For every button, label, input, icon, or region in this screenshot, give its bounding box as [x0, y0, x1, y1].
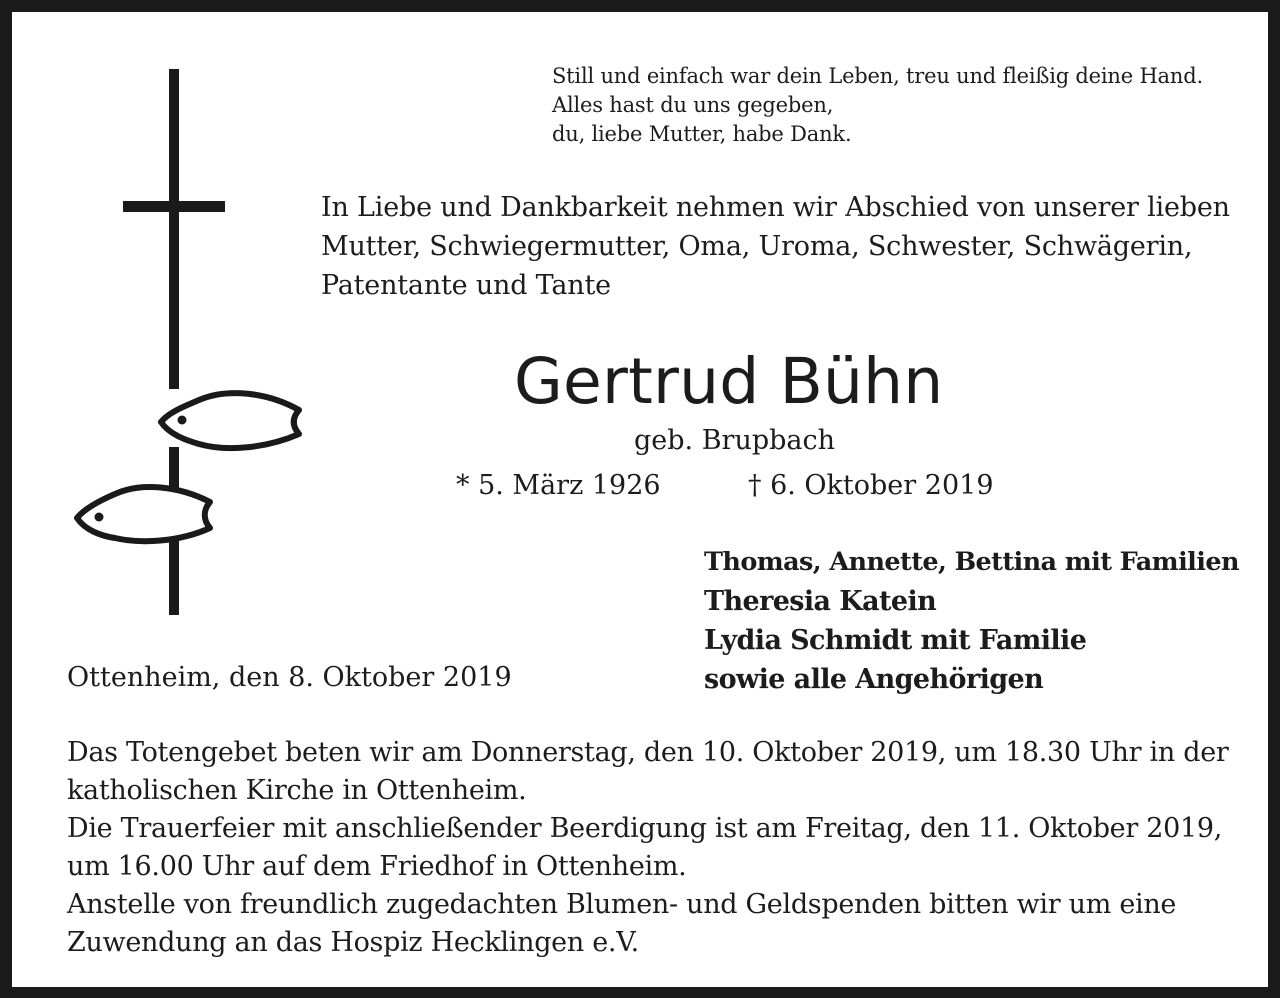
mourners-list — [704, 543, 1239, 699]
memorial-verse — [552, 62, 1203, 149]
birth-date: * 5. März 1926 — [456, 470, 661, 501]
notice-line: Anstelle von freundlich zugedachten Blumen- und Geldspenden bitten wir um eine — [67, 889, 1177, 920]
intro-line: In Liebe und Dankbarkeit nehmen wir Abschied von unserer lieben — [321, 192, 1230, 223]
notice-line: Zuwendung an das Hospiz Hecklingen e.V. — [67, 927, 639, 958]
notice-line: um 16.00 Uhr auf dem Friedhof in Ottenheim. — [67, 851, 687, 882]
notice-line: katholischen Kirche in Ottenheim. — [67, 775, 527, 806]
death-date: † 6. Oktober 2019 — [748, 470, 994, 501]
farewell-intro — [321, 188, 1237, 305]
cross-with-fish-icon — [67, 62, 312, 622]
verse-line: Still und einfach war dein Leben, treu und fleißig deine Hand. — [552, 64, 1203, 88]
maiden-name: geb. Brupbach — [634, 425, 836, 456]
notice-line: Die Trauerfeier mit anschließender Beerdigung ist am Freitag, den 11. Oktober 2019, — [67, 813, 1223, 844]
mourner-line: Thomas, Annette, Bettina mit Familien — [704, 547, 1239, 577]
mourner-line: Lydia Schmidt mit Familie — [704, 625, 1087, 656]
service-notice — [67, 734, 1237, 962]
deceased-name: Gertrud Bühn — [514, 345, 944, 418]
mourner-line: Theresia Katein — [704, 586, 937, 617]
intro-line: Patentante und Tante — [321, 270, 611, 301]
verse-line: du, liebe Mutter, habe Dank. — [552, 122, 852, 146]
verse-line: Alles hast du uns gegeben, — [552, 93, 834, 117]
intro-line: Mutter, Schwiegermutter, Oma, Uroma, Schwester, Schwägerin, — [321, 231, 1193, 262]
notice-line: Das Totengebet beten wir am Donnerstag, den 10. Oktober 2019, um 18.30 Uhr in der — [67, 737, 1229, 768]
place-and-date: Ottenheim, den 8. Oktober 2019 — [67, 662, 512, 693]
mourner-line: sowie alle Angehörigen — [704, 664, 1044, 695]
